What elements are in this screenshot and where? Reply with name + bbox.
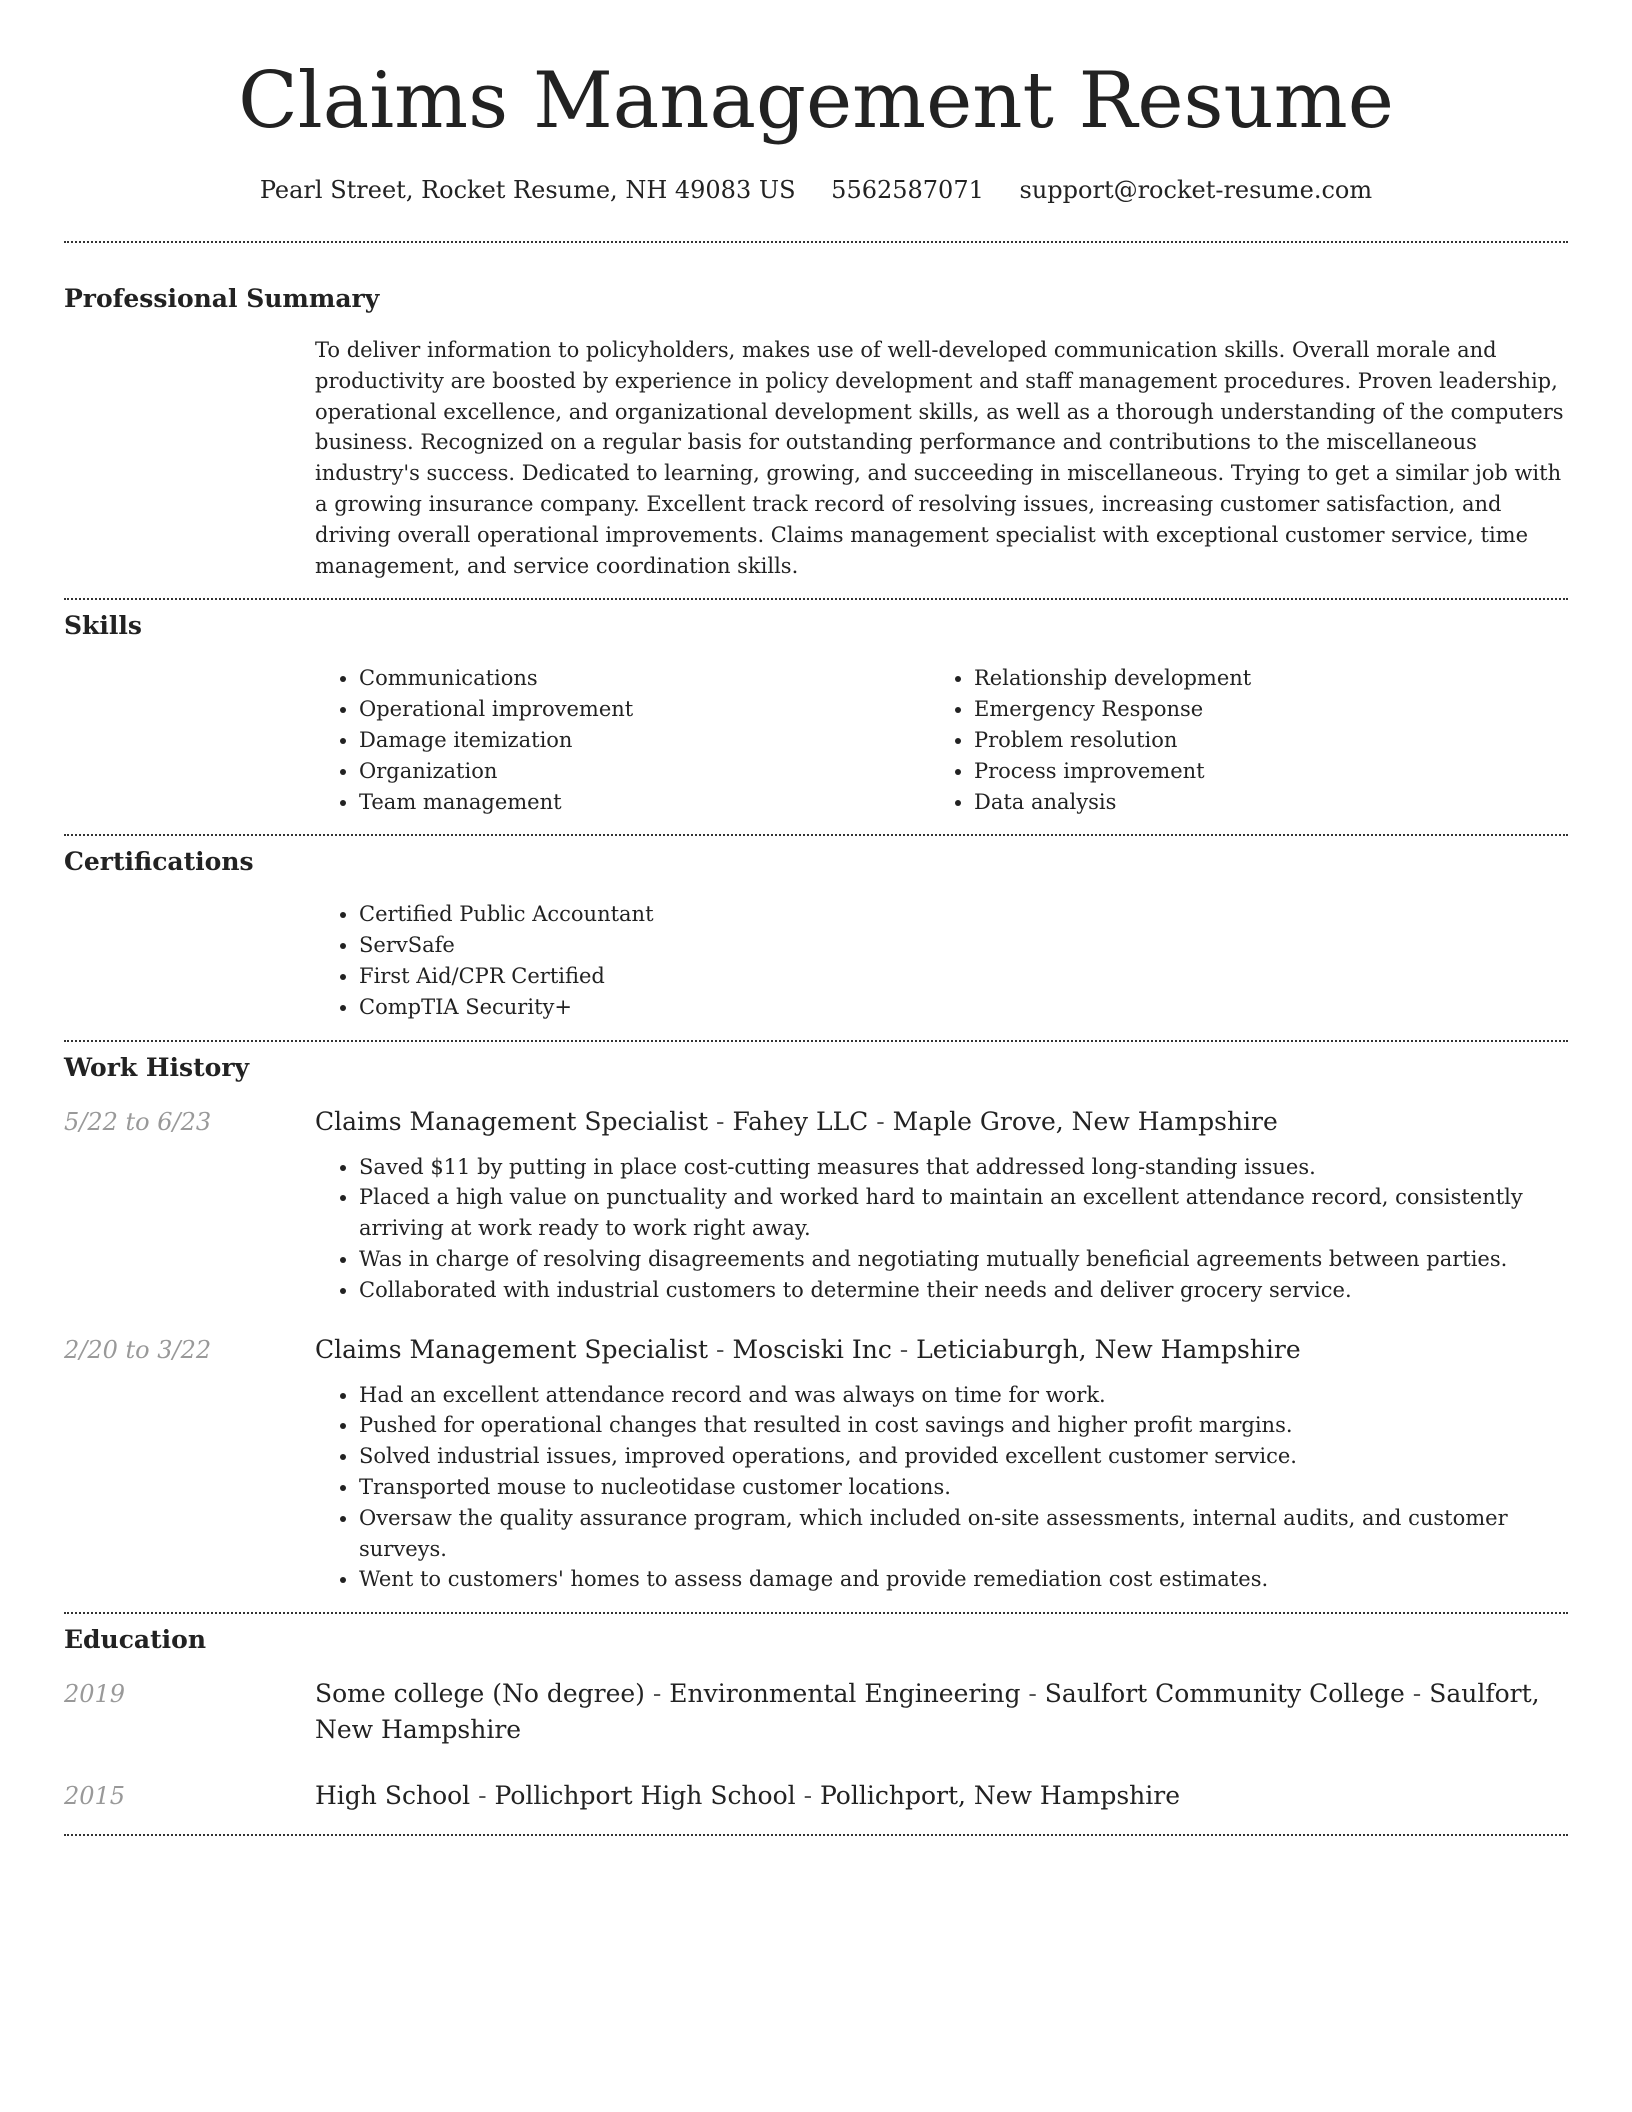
skill-item: • Organization — [359, 756, 930, 787]
job-bullets — [315, 1152, 1568, 1306]
skill-item: • Data analysis — [974, 787, 1545, 818]
certification-item: • CompTIA Security+ — [359, 992, 1568, 1023]
skill-item: • Process improvement — [974, 756, 1545, 787]
job-title-line — [315, 1332, 1568, 1368]
education-section — [64, 1624, 1568, 1814]
skill-item: • Damage itemization — [359, 725, 930, 756]
resume-title: Claims Management Resume — [238, 56, 1394, 146]
job-bullets — [315, 1380, 1568, 1596]
job-bullet: • Placed a high value on punctuality and worked hard to maintain an excellent attendance record, consistently arriving at work ready to work right away. — [359, 1182, 1568, 1244]
work-history-section — [64, 1052, 1568, 1596]
section-divider — [64, 1040, 1568, 1042]
separator: - — [891, 1334, 917, 1364]
job-bullet: • Collaborated with industrial customers to determine their needs and deliver grocery service. — [359, 1275, 1568, 1306]
section-divider — [64, 598, 1568, 600]
job-location: Leticiaburgh, New Hampshire — [916, 1334, 1301, 1364]
job-bullet: • Pushed for operational changes that resulted in cost savings and higher profit margins. — [359, 1410, 1568, 1441]
education-degree: Some college (No degree) — [315, 1679, 645, 1709]
education-entry — [64, 1778, 1568, 1814]
section-divider — [64, 1834, 1568, 1836]
skill-item: • Relationship development — [974, 663, 1545, 694]
certification-item: • Certified Public Accountant — [359, 899, 1568, 930]
skills-grid — [315, 663, 1568, 817]
certification-item: • ServSafe — [359, 930, 1568, 961]
separator: - — [868, 1106, 893, 1136]
job-bullet: • Oversaw the quality assurance program, which included on-site assessments, internal audits, and customer surveys. — [359, 1503, 1568, 1565]
job-location: Maple Grove, New Hampshire — [892, 1106, 1278, 1136]
section-divider — [64, 241, 1568, 243]
skill-item: • Emergency Response — [974, 694, 1545, 725]
summary-text: To deliver information to policyholders, makes use of well-developed communication skills. Overall morale and productivity are boosted by experience in policy development and staff management procedures. Proven leadership, operational excellence, and organizational development skills, as well as a thorough understanding of the computers business. Recognized on a regular basis for outstanding performance and contributions to the miscellaneous industry's success. Dedicated to learning, growing, and succeeding in miscellaneous. Trying to get a similar job with a growing insurance company. Excellent track record of resolving issues, increasing customer satisfaction, and driving overall operational improvements. Claims management specialist with exceptional customer service, time management, and service coordination skills. — [315, 338, 1564, 578]
certifications-section — [64, 846, 1568, 1022]
education-title-line — [315, 1778, 1568, 1814]
job-dates: 5/22 to 6/23 — [64, 1107, 212, 1136]
job-bullet: • Had an excellent attendance record and was always on time for work. — [359, 1380, 1568, 1411]
education-year: 2019 — [64, 1680, 126, 1709]
separator: - — [708, 1334, 733, 1364]
certification-item: • First Aid/CPR Certified — [359, 961, 1568, 992]
education-school: Pollichport High School — [494, 1781, 796, 1811]
skills-column-left — [315, 663, 930, 817]
skills-heading: Skills — [64, 611, 142, 641]
contact-phone: 5562587071 — [831, 176, 984, 204]
separator: - — [1020, 1679, 1045, 1709]
certifications-heading: Certifications — [64, 847, 254, 877]
education-location: Saulfort, New Hampshire — [315, 1679, 1540, 1745]
education-year: 2015 — [64, 1782, 126, 1811]
skill-item: • Operational improvement — [359, 694, 930, 725]
contact-address: Pearl Street, Rocket Resume, NH 49083 US — [259, 176, 796, 204]
education-entry — [64, 1676, 1568, 1748]
summary-heading: Professional Summary — [64, 284, 380, 313]
job-bullet: • Was in charge of resolving disagreements and negotiating mutually beneficial agreements between parties. — [359, 1244, 1568, 1275]
job-bullet: • Saved $11 by putting in place cost-cutting measures that addressed long-standing issues. — [359, 1152, 1568, 1183]
skill-item: • Communications — [359, 663, 930, 694]
education-heading: Education — [64, 1625, 207, 1655]
job-bullet: • Solved industrial issues, improved operations, and provided excellent customer service. — [359, 1441, 1568, 1472]
skills-column-right — [930, 663, 1545, 817]
job-dates: 2/20 to 3/22 — [64, 1335, 212, 1364]
skill-item: • Problem resolution — [974, 725, 1545, 756]
education-school: Saulfort Community College — [1044, 1679, 1405, 1709]
skill-item: • Team management — [359, 787, 930, 818]
work-history-heading: Work History — [64, 1052, 250, 1082]
job-bullet: • Went to customers' homes to assess damage and provide remediation cost estimates. — [359, 1564, 1568, 1595]
section-divider — [64, 1612, 1568, 1614]
education-field: Environmental Engineering — [669, 1679, 1021, 1709]
section-divider — [64, 834, 1568, 836]
job-header — [64, 1104, 1568, 1140]
separator: - — [708, 1106, 733, 1136]
skills-section — [64, 610, 1568, 817]
job-bullet: • Transported mouse to nucleotidase customer locations. — [359, 1472, 1568, 1503]
job-entry — [64, 1332, 1568, 1596]
separator: - — [644, 1679, 670, 1709]
education-location: Pollichport, New Hampshire — [820, 1781, 1180, 1811]
education-degree: High School — [315, 1781, 471, 1811]
education-title-line — [315, 1676, 1568, 1748]
contact-line — [64, 174, 1568, 206]
certifications-list — [315, 899, 1568, 1022]
job-entry — [64, 1104, 1568, 1306]
separator: - — [1404, 1679, 1430, 1709]
separator: - — [470, 1781, 495, 1811]
contact-email: support@rocket-resume.com — [1019, 176, 1373, 204]
separator: - — [795, 1781, 820, 1811]
job-role: Claims Management Specialist — [315, 1106, 709, 1136]
job-title-line — [315, 1104, 1568, 1140]
job-role: Claims Management Specialist — [315, 1334, 709, 1364]
summary-section — [64, 283, 1568, 581]
job-company: Fahey LLC — [732, 1106, 869, 1136]
resume-page — [64, 0, 1568, 1836]
job-header — [64, 1332, 1568, 1368]
job-company: Mosciski Inc — [732, 1334, 892, 1364]
